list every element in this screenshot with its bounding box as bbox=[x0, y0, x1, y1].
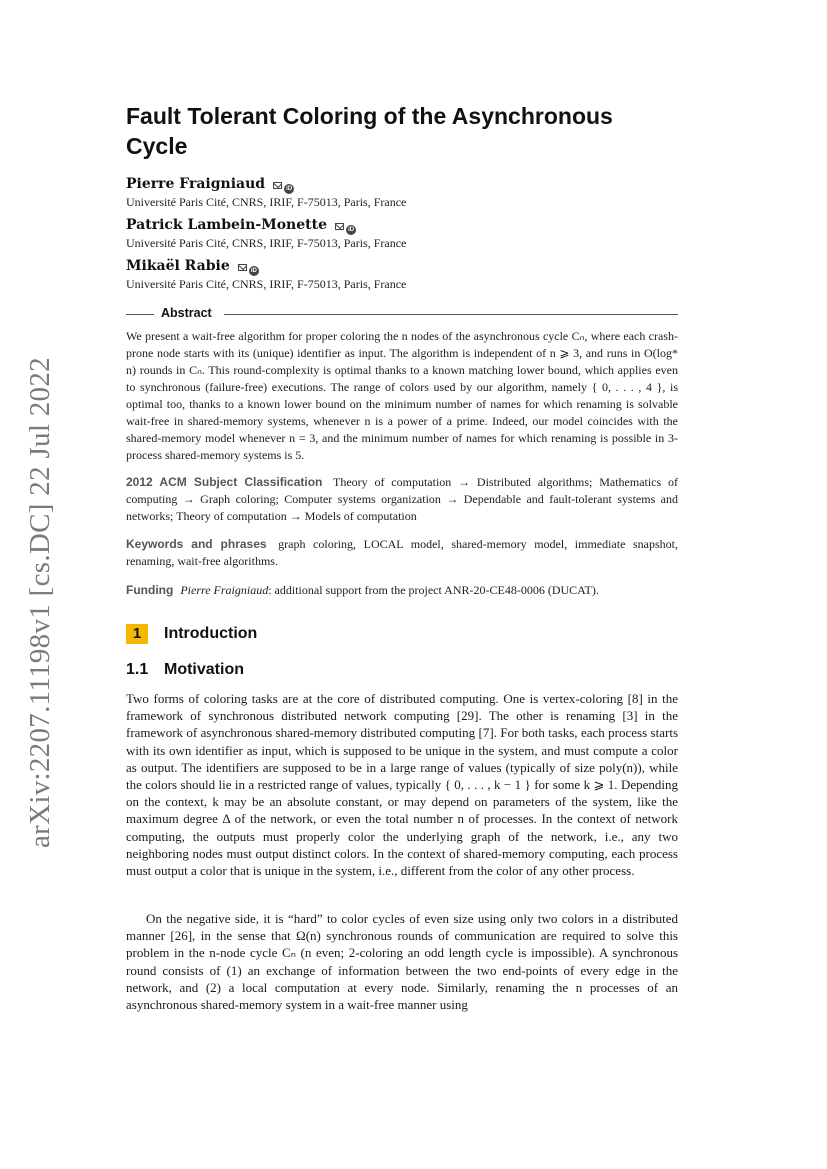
author-links bbox=[273, 174, 294, 194]
author-name: Patrick Lambein-Monette bbox=[126, 217, 327, 233]
author-block bbox=[126, 173, 678, 210]
author-links bbox=[335, 215, 356, 235]
mail-icon[interactable] bbox=[273, 182, 282, 189]
meta-label: Funding bbox=[126, 583, 174, 597]
meta-label: 2012 ACM Subject Classification bbox=[126, 475, 323, 489]
subsection-number: 1.1 bbox=[126, 661, 149, 678]
abstract-label: Abstract bbox=[161, 306, 212, 320]
author-name: Pierre Fraigniaud bbox=[126, 176, 266, 192]
funding-name: Pierre Fraigniaud bbox=[180, 583, 269, 597]
meta-text: : additional support from the project ANR-20-CE48-0006 (DUCAT). bbox=[268, 583, 599, 597]
author-affiliation: Université Paris Cité, CNRS, IRIF, F-75013, Paris, France bbox=[126, 236, 407, 250]
mail-icon[interactable] bbox=[335, 223, 344, 230]
divider bbox=[224, 314, 678, 315]
paper-title: Fault Tolerant Coloring of the Asynchronous Cycle bbox=[126, 103, 613, 159]
author-affiliation: Université Paris Cité, CNRS, IRIF, F-75013, Paris, France bbox=[126, 195, 407, 209]
divider bbox=[126, 314, 154, 315]
body-paragraph: On the negative side, it is “hard” to color cycles of even size using only two colors in a distributed manner [26], in the sense that Ω(n) synchronous rounds of communication are required to solve this problem in the n-node cycle Cₙ (n even; 2-coloring an odd length cycle is impossible). A synchronous round consists of (1) an exchange of information between the two end-points of every edge in the network, and (2) a local computation at every node. Similarly, renaming the n processes of an asynchronous shared-memory system in a wait-free manner using bbox=[126, 911, 678, 1013]
subsection-heading bbox=[126, 660, 678, 680]
author-affiliation: Université Paris Cité, CNRS, IRIF, F-75013, Paris, France bbox=[126, 277, 407, 291]
orcid-icon[interactable]: iD bbox=[286, 186, 293, 192]
author-block bbox=[126, 214, 678, 251]
author-name: Mikaël Rabie bbox=[126, 258, 230, 274]
meta-text: Theory of computation → Distributed algorithms; Mathematics of computing → Graph coloring; Computer systems organization → Dependable and fault-tolerant systems and networks; Theory of computation → Models of computation bbox=[126, 475, 678, 523]
mail-icon[interactable] bbox=[238, 264, 247, 271]
body-paragraph: Two forms of coloring tasks are at the core of distributed computing. One is vertex-coloring [8] in the framework of synchronous distributed network computing [29]. The other is renaming [3] in the framework of asynchronous shared-memory distributed computing [7]. For both tasks, each process starts with its own identifier as input, which is supposed to be unique in the system, and must compute a color as output. The identifiers are supposed to be in a large range of values (typically of size poly(n)), while the colors should lie in a restricted range of values, typically { 0, . . . , k − 1 } for some k ⩾ 1. Depending on the context, k may be an absolute constant, or may depend on parameters of the system, like the maximum degree Δ of the network, or even the total number n of processes. In the context of network computing, the outputs must properly color the underlying graph of the network, i.e., any two neighboring nodes must output distinct colors. In the context of shared-memory computing, each process must output a color that is unique in the system, i.e., different from the color of any other process. bbox=[126, 691, 678, 879]
acm-classification bbox=[126, 474, 678, 525]
meta-text: graph coloring, LOCAL model, shared-memory model, immediate snapshot, renaming, wait-free algorithms. bbox=[126, 537, 679, 568]
abstract-text: We present a wait-free algorithm for proper coloring the n nodes of the asynchronous cycle Cₙ, where each crash-prone node starts with its (unique) identifier as input. The algorithm is independent of n ⩾ 3, and runs in O(log* n) rounds in Cₙ. This round-complexity is optimal thanks to a known matching lower bound, which applies even to synchronous (failure-free) executions. The range of colors used by our algorithm, namely { 0, . . . , 4 }, is optimal too, thanks to a known lower bound on the minimum number of names for which renaming is solvable wait-free in shared-memory systems, whenever n is a power of a prime. Indeed, our model coincides with the shared-memory model whenever n = 3, and the minimum number of names for which renaming is possible in 3-process shared-memory systems is 5. bbox=[126, 329, 678, 462]
section-number: 1 bbox=[126, 624, 148, 644]
author-links bbox=[238, 256, 259, 276]
keywords bbox=[126, 536, 678, 570]
author-block bbox=[126, 255, 678, 292]
orcid-icon[interactable]: iD bbox=[250, 268, 257, 274]
subsection-title: Motivation bbox=[164, 661, 244, 678]
funding bbox=[126, 582, 678, 599]
section-heading bbox=[126, 624, 678, 646]
abstract-heading bbox=[126, 306, 678, 320]
section-title: Introduction bbox=[164, 625, 258, 642]
arxiv-identifier: arXiv:2207.11198v1 [cs.DC] 22 Jul 2022 bbox=[24, 357, 56, 848]
orcid-icon[interactable]: iD bbox=[348, 227, 355, 233]
meta-label: Keywords and phrases bbox=[126, 537, 267, 551]
